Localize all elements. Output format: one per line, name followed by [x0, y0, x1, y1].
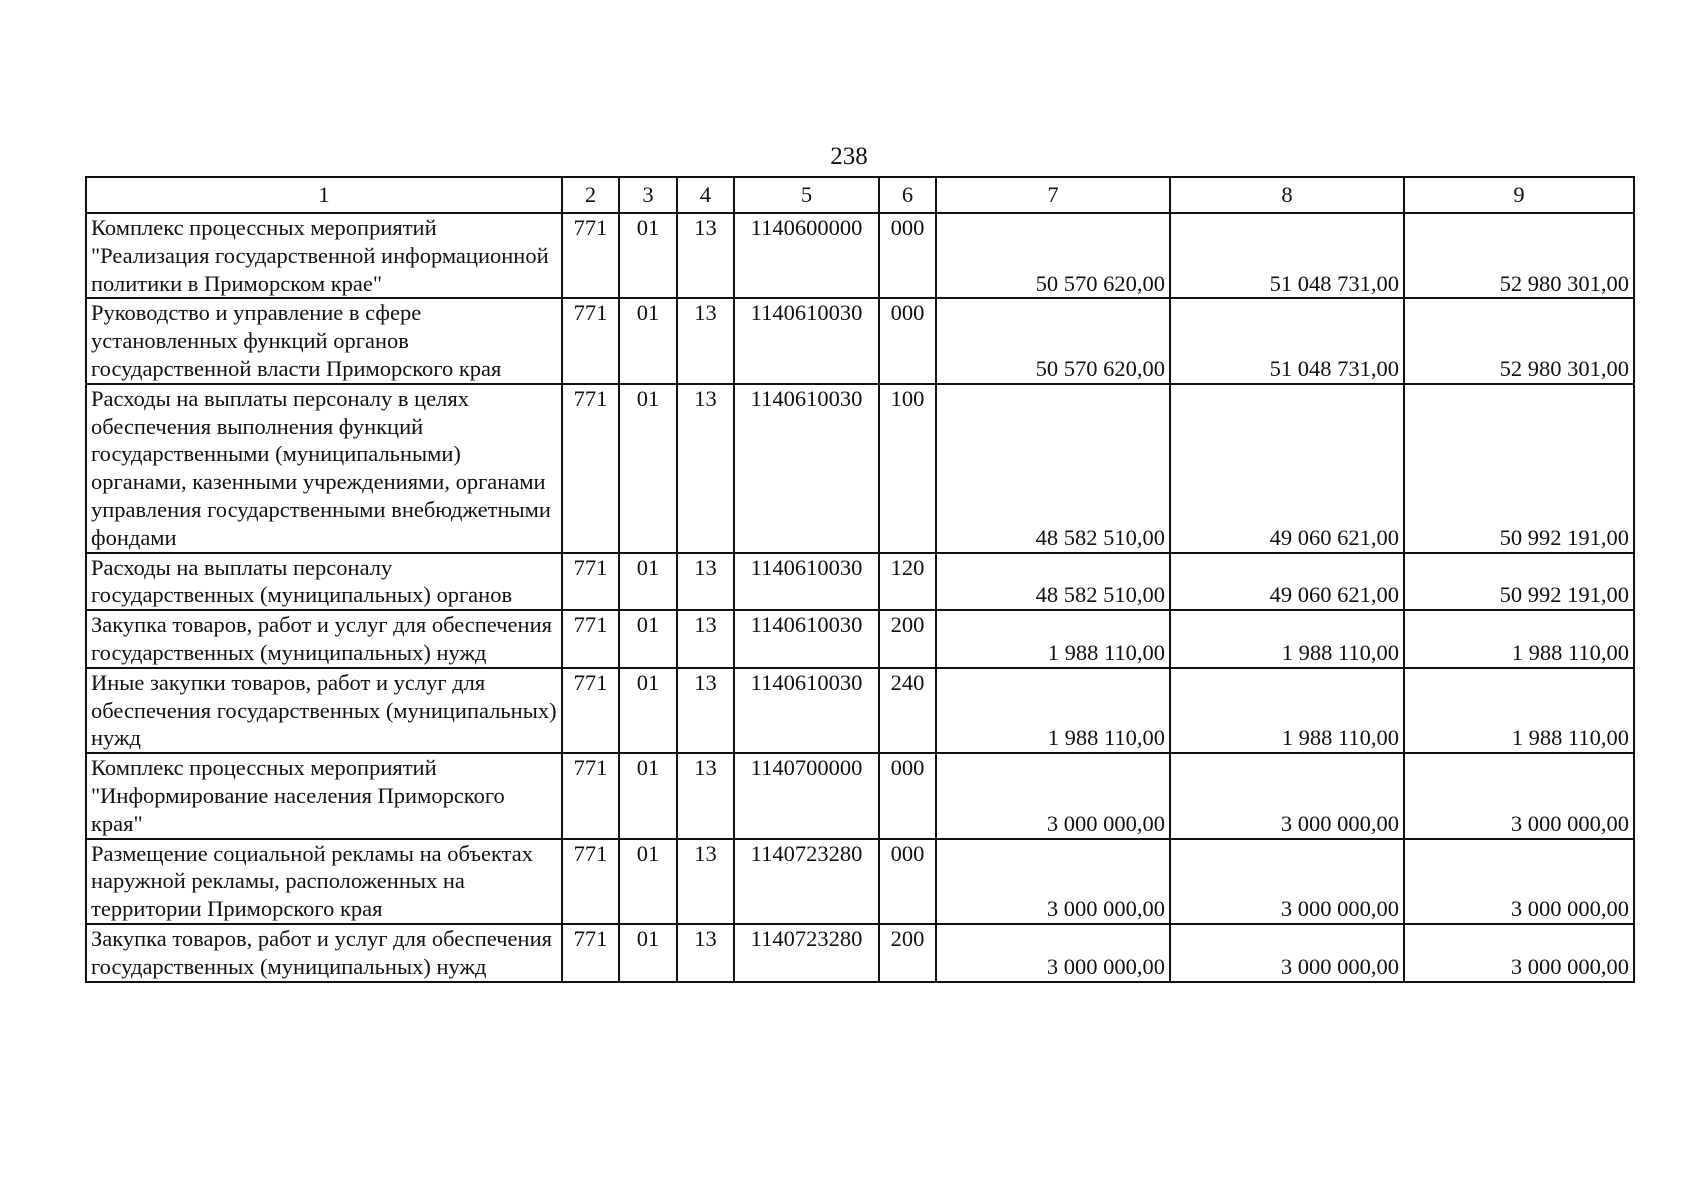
amount-col9: 3 000 000,00: [1404, 839, 1634, 924]
amount-col9: 1 988 110,00: [1404, 668, 1634, 753]
amount-col7: 1 988 110,00: [936, 610, 1170, 668]
column-header: 8: [1170, 177, 1404, 213]
expense-type-code: 120: [879, 553, 936, 611]
row-name: Расходы на выплаты персоналу государственных (муниципальных) органов: [86, 553, 562, 611]
column-header: 6: [879, 177, 936, 213]
amount-col8: 3 000 000,00: [1170, 839, 1404, 924]
amount-col7: 50 570 620,00: [936, 213, 1170, 298]
section-code: 01: [619, 610, 677, 668]
amount-col7: 48 582 510,00: [936, 384, 1170, 553]
expense-type-code: 240: [879, 668, 936, 753]
column-header: 4: [677, 177, 734, 213]
amount-col9: 50 992 191,00: [1404, 553, 1634, 611]
column-header: 2: [562, 177, 619, 213]
table-row: [86, 298, 1634, 383]
target-article-code: 1140723280: [734, 924, 879, 982]
amount-col8: 3 000 000,00: [1170, 753, 1404, 838]
expense-type-code: 000: [879, 213, 936, 298]
table-row: [86, 668, 1634, 753]
ministry-code: 771: [562, 924, 619, 982]
column-header: 9: [1404, 177, 1634, 213]
row-name: Расходы на выплаты персоналу в целях обеспечения выполнения функций государственными (муниципальными) органами, казенными учреждениями, органами управления государственными внебюджетными фондами: [86, 384, 562, 553]
column-header: 7: [936, 177, 1170, 213]
section-code: 01: [619, 213, 677, 298]
ministry-code: 771: [562, 298, 619, 383]
amount-col7: 3 000 000,00: [936, 753, 1170, 838]
section-code: 01: [619, 298, 677, 383]
target-article-code: 1140723280: [734, 839, 879, 924]
amount-col7: 3 000 000,00: [936, 839, 1170, 924]
ministry-code: 771: [562, 384, 619, 553]
column-header: 3: [619, 177, 677, 213]
target-article-code: 1140610030: [734, 668, 879, 753]
expense-type-code: 100: [879, 384, 936, 553]
table-row: [86, 753, 1634, 838]
expense-type-code: 000: [879, 839, 936, 924]
subsection-code: 13: [677, 839, 734, 924]
expense-type-code: 000: [879, 298, 936, 383]
subsection-code: 13: [677, 924, 734, 982]
subsection-code: 13: [677, 298, 734, 383]
amount-col9: 50 992 191,00: [1404, 384, 1634, 553]
amount-col7: 3 000 000,00: [936, 924, 1170, 982]
section-code: 01: [619, 553, 677, 611]
amount-col8: 1 988 110,00: [1170, 668, 1404, 753]
row-name: Руководство и управление в сфере установленных функций органов государственной власти Приморского края: [86, 298, 562, 383]
amount-col8: 3 000 000,00: [1170, 924, 1404, 982]
amount-col9: 1 988 110,00: [1404, 610, 1634, 668]
ministry-code: 771: [562, 610, 619, 668]
target-article-code: 1140610030: [734, 553, 879, 611]
amount-col9: 52 980 301,00: [1404, 298, 1634, 383]
subsection-code: 13: [677, 668, 734, 753]
amount-col7: 50 570 620,00: [936, 298, 1170, 383]
section-code: 01: [619, 668, 677, 753]
section-code: 01: [619, 839, 677, 924]
subsection-code: 13: [677, 610, 734, 668]
budget-table: [85, 176, 1635, 983]
amount-col8: 49 060 621,00: [1170, 384, 1404, 553]
table-row: [86, 384, 1634, 553]
table-row: [86, 553, 1634, 611]
subsection-code: 13: [677, 213, 734, 298]
section-code: 01: [619, 384, 677, 553]
ministry-code: 771: [562, 213, 619, 298]
target-article-code: 1140610030: [734, 610, 879, 668]
subsection-code: 13: [677, 384, 734, 553]
target-article-code: 1140610030: [734, 384, 879, 553]
row-name: Комплекс процессных мероприятий "Информирование населения Приморского края": [86, 753, 562, 838]
amount-col8: 51 048 731,00: [1170, 213, 1404, 298]
row-name: Комплекс процессных мероприятий "Реализация государственной информационной политики в Приморском крае": [86, 213, 562, 298]
amount-col8: 1 988 110,00: [1170, 610, 1404, 668]
amount-col7: 48 582 510,00: [936, 553, 1170, 611]
expense-type-code: 000: [879, 753, 936, 838]
amount-col7: 1 988 110,00: [936, 668, 1170, 753]
section-code: 01: [619, 753, 677, 838]
table-row: [86, 839, 1634, 924]
table-row: [86, 924, 1634, 982]
amount-col8: 51 048 731,00: [1170, 298, 1404, 383]
amount-col8: 49 060 621,00: [1170, 553, 1404, 611]
page-number: 238: [830, 143, 868, 170]
target-article-code: 1140700000: [734, 753, 879, 838]
column-header: 1: [86, 177, 562, 213]
amount-col9: 52 980 301,00: [1404, 213, 1634, 298]
ministry-code: 771: [562, 553, 619, 611]
row-name: Иные закупки товаров, работ и услуг для обеспечения государственных (муниципальных) нужд: [86, 668, 562, 753]
amount-col9: 3 000 000,00: [1404, 753, 1634, 838]
table-row: [86, 610, 1634, 668]
amount-col9: 3 000 000,00: [1404, 924, 1634, 982]
subsection-code: 13: [677, 553, 734, 611]
section-code: 01: [619, 924, 677, 982]
column-header: 5: [734, 177, 879, 213]
ministry-code: 771: [562, 668, 619, 753]
target-article-code: 1140610030: [734, 298, 879, 383]
row-name: Закупка товаров, работ и услуг для обеспечения государственных (муниципальных) нужд: [86, 610, 562, 668]
table-header-row: [86, 177, 1634, 213]
row-name: Размещение социальной рекламы на объектах наружной рекламы, расположенных на территории Приморского края: [86, 839, 562, 924]
ministry-code: 771: [562, 839, 619, 924]
table-row: [86, 213, 1634, 298]
row-name: Закупка товаров, работ и услуг для обеспечения государственных (муниципальных) нужд: [86, 924, 562, 982]
expense-type-code: 200: [879, 610, 936, 668]
expense-type-code: 200: [879, 924, 936, 982]
target-article-code: 1140600000: [734, 213, 879, 298]
subsection-code: 13: [677, 753, 734, 838]
ministry-code: 771: [562, 753, 619, 838]
